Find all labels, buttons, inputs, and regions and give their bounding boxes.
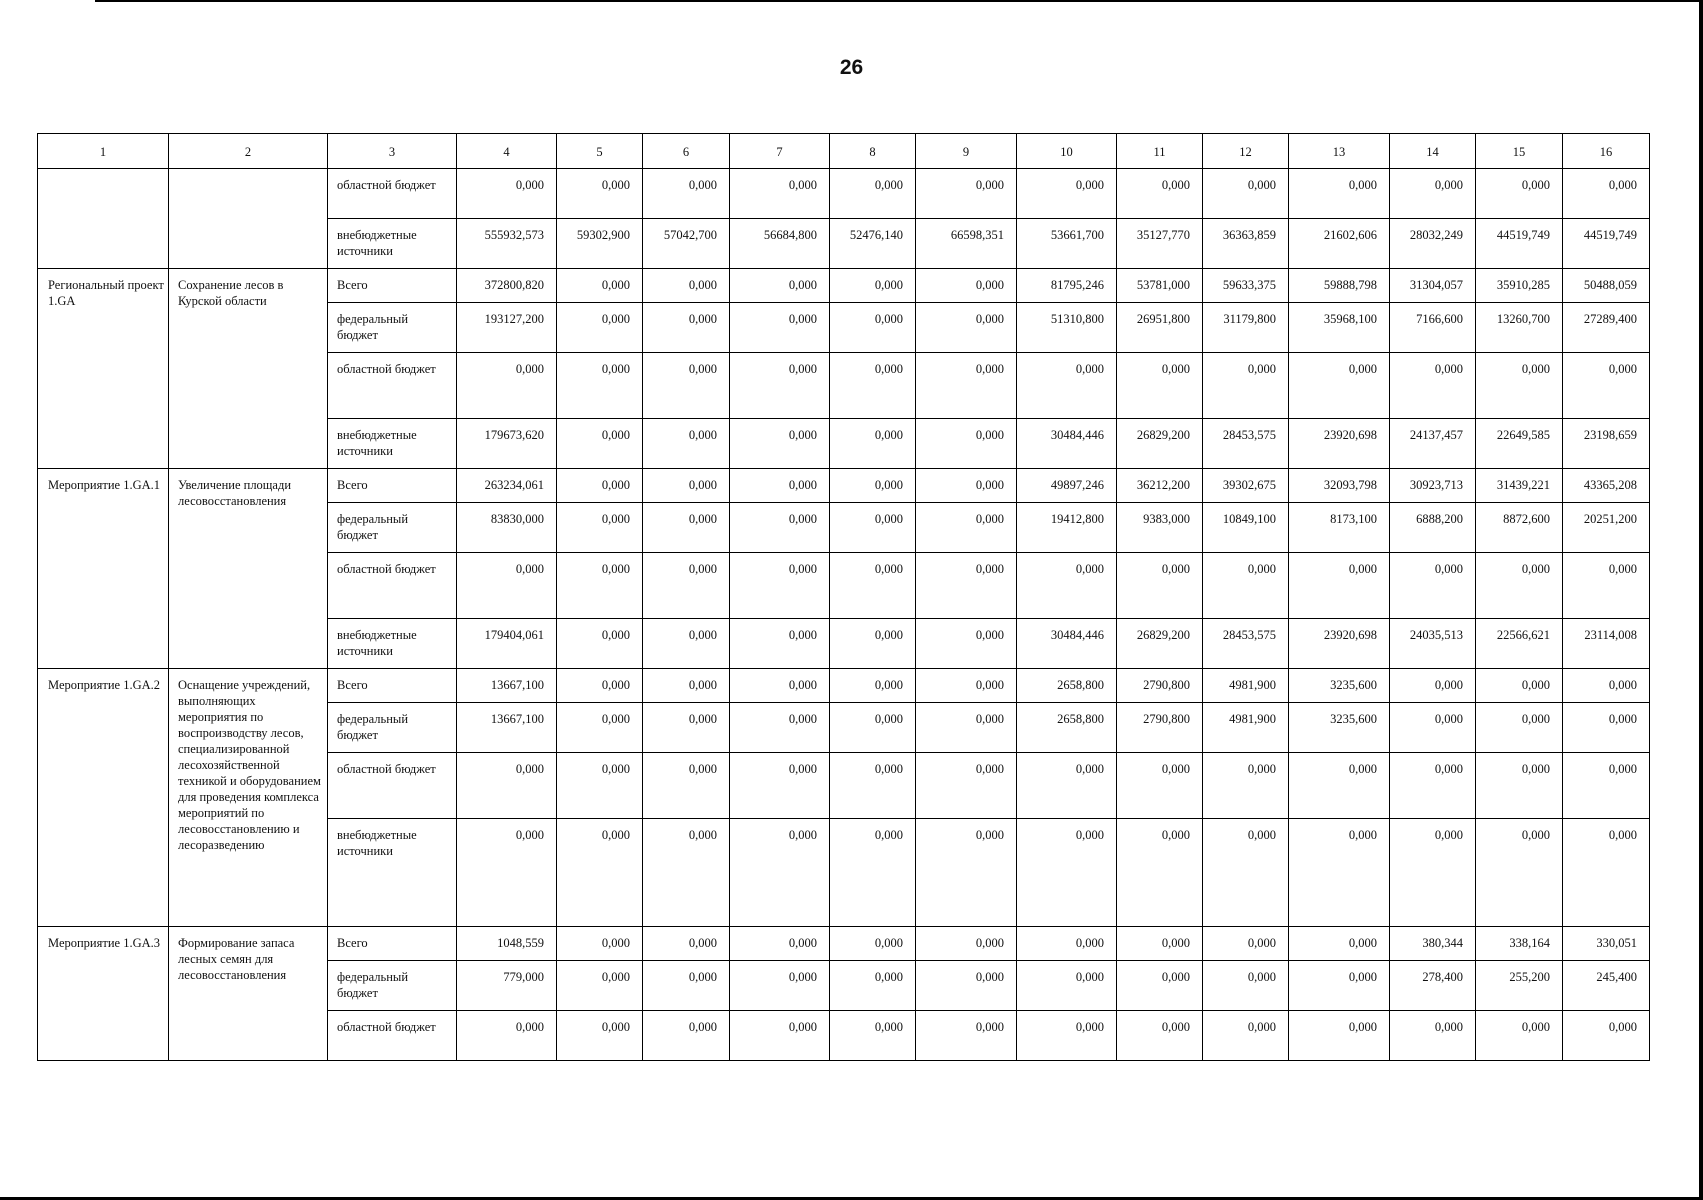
- amount-cell: 0,000: [643, 669, 730, 703]
- amount-cell: 0,000: [1203, 961, 1289, 1011]
- amount-cell: 0,000: [643, 619, 730, 669]
- funding-source-cell: областной бюджет: [328, 753, 457, 819]
- column-number: 6: [643, 134, 730, 169]
- amount-cell: 0,000: [916, 419, 1017, 469]
- budget-table: [37, 133, 1650, 1061]
- amount-cell: 9383,000: [1117, 503, 1203, 553]
- amount-cell: 0,000: [557, 469, 643, 503]
- amount-cell: 0,000: [1203, 553, 1289, 619]
- amount-cell: 59888,798: [1289, 269, 1390, 303]
- amount-cell: 39302,675: [1203, 469, 1289, 503]
- amount-cell: 0,000: [730, 469, 830, 503]
- amount-cell: 0,000: [557, 1011, 643, 1061]
- table-row: [38, 269, 1650, 303]
- amount-cell: 0,000: [830, 703, 916, 753]
- amount-cell: 0,000: [643, 469, 730, 503]
- funding-source-cell: Всего: [328, 669, 457, 703]
- amount-cell: 0,000: [1476, 1011, 1563, 1061]
- amount-cell: 0,000: [1476, 669, 1563, 703]
- amount-cell: 0,000: [1017, 927, 1117, 961]
- amount-cell: 0,000: [730, 303, 830, 353]
- amount-cell: 0,000: [1390, 753, 1476, 819]
- amount-cell: 0,000: [457, 553, 557, 619]
- amount-cell: 0,000: [1390, 819, 1476, 927]
- funding-source-cell: внебюджетные источники: [328, 419, 457, 469]
- amount-cell: 26951,800: [1117, 303, 1203, 353]
- amount-cell: 8872,600: [1476, 503, 1563, 553]
- amount-cell: 0,000: [830, 353, 916, 419]
- amount-cell: 21602,606: [1289, 219, 1390, 269]
- amount-cell: 0,000: [1017, 753, 1117, 819]
- amount-cell: 20251,200: [1563, 503, 1650, 553]
- amount-cell: 0,000: [1476, 819, 1563, 927]
- amount-cell: 0,000: [916, 269, 1017, 303]
- amount-cell: 24035,513: [1390, 619, 1476, 669]
- amount-cell: 0,000: [916, 819, 1017, 927]
- amount-cell: 0,000: [1563, 169, 1650, 219]
- amount-cell: 32093,798: [1289, 469, 1390, 503]
- amount-cell: 779,000: [457, 961, 557, 1011]
- column-number: 14: [1390, 134, 1476, 169]
- amount-cell: 380,344: [1390, 927, 1476, 961]
- amount-cell: 0,000: [643, 1011, 730, 1061]
- amount-cell: 0,000: [730, 961, 830, 1011]
- amount-cell: 0,000: [830, 169, 916, 219]
- amount-cell: 13667,100: [457, 669, 557, 703]
- amount-cell: 0,000: [1017, 819, 1117, 927]
- amount-cell: 0,000: [1117, 961, 1203, 1011]
- amount-cell: 2658,800: [1017, 669, 1117, 703]
- column-number: 3: [328, 134, 457, 169]
- amount-cell: 36363,859: [1203, 219, 1289, 269]
- program-code-cell: [38, 169, 169, 269]
- amount-cell: 2790,800: [1117, 669, 1203, 703]
- amount-cell: 0,000: [1203, 353, 1289, 419]
- amount-cell: 0,000: [830, 469, 916, 503]
- column-number: 5: [557, 134, 643, 169]
- funding-source-cell: внебюджетные источники: [328, 219, 457, 269]
- amount-cell: 66598,351: [916, 219, 1017, 269]
- amount-cell: 30923,713: [1390, 469, 1476, 503]
- amount-cell: 0,000: [557, 669, 643, 703]
- column-number: 1: [38, 134, 169, 169]
- amount-cell: 0,000: [1563, 553, 1650, 619]
- amount-cell: 0,000: [916, 961, 1017, 1011]
- amount-cell: 0,000: [1289, 961, 1390, 1011]
- amount-cell: 0,000: [557, 819, 643, 927]
- page-number: 26: [839, 56, 864, 79]
- table-row: [38, 669, 1650, 703]
- amount-cell: 22649,585: [1476, 419, 1563, 469]
- program-name-cell: Сохранение лесов в Курской области: [169, 269, 328, 469]
- amount-cell: 0,000: [916, 553, 1017, 619]
- amount-cell: 0,000: [730, 269, 830, 303]
- program-name-cell: Увеличение площади лесовосстановления: [169, 469, 328, 669]
- amount-cell: 0,000: [830, 961, 916, 1011]
- amount-cell: 0,000: [557, 927, 643, 961]
- amount-cell: 0,000: [1203, 753, 1289, 819]
- funding-source-cell: областной бюджет: [328, 553, 457, 619]
- column-number: 8: [830, 134, 916, 169]
- amount-cell: 372800,820: [457, 269, 557, 303]
- column-number: 9: [916, 134, 1017, 169]
- program-name-cell: [169, 169, 328, 269]
- amount-cell: 81795,246: [1017, 269, 1117, 303]
- amount-cell: 0,000: [730, 703, 830, 753]
- amount-cell: 0,000: [643, 753, 730, 819]
- amount-cell: 0,000: [1289, 927, 1390, 961]
- amount-cell: 0,000: [1390, 353, 1476, 419]
- column-number: 11: [1117, 134, 1203, 169]
- amount-cell: 0,000: [1117, 753, 1203, 819]
- amount-cell: 0,000: [830, 419, 916, 469]
- amount-cell: 44519,749: [1476, 219, 1563, 269]
- amount-cell: 0,000: [557, 353, 643, 419]
- column-number: 12: [1203, 134, 1289, 169]
- amount-cell: 31304,057: [1390, 269, 1476, 303]
- amount-cell: 0,000: [830, 503, 916, 553]
- amount-cell: 0,000: [1563, 669, 1650, 703]
- amount-cell: 53781,000: [1117, 269, 1203, 303]
- amount-cell: 23114,008: [1563, 619, 1650, 669]
- amount-cell: 0,000: [1289, 353, 1390, 419]
- funding-source-cell: федеральный бюджет: [328, 961, 457, 1011]
- amount-cell: 0,000: [643, 927, 730, 961]
- amount-cell: 10849,100: [1203, 503, 1289, 553]
- column-number: 4: [457, 134, 557, 169]
- amount-cell: 0,000: [1390, 169, 1476, 219]
- amount-cell: 0,000: [1117, 927, 1203, 961]
- amount-cell: 0,000: [730, 927, 830, 961]
- amount-cell: 0,000: [730, 503, 830, 553]
- table-row: [38, 927, 1650, 961]
- amount-cell: 0,000: [457, 753, 557, 819]
- amount-cell: 0,000: [643, 169, 730, 219]
- amount-cell: 0,000: [916, 703, 1017, 753]
- amount-cell: 35127,770: [1117, 219, 1203, 269]
- amount-cell: 0,000: [643, 353, 730, 419]
- amount-cell: 0,000: [730, 753, 830, 819]
- funding-source-cell: внебюджетные источники: [328, 619, 457, 669]
- amount-cell: 255,200: [1476, 961, 1563, 1011]
- amount-cell: 28453,575: [1203, 619, 1289, 669]
- amount-cell: 0,000: [557, 419, 643, 469]
- amount-cell: 0,000: [730, 819, 830, 927]
- amount-cell: 35910,285: [1476, 269, 1563, 303]
- amount-cell: 0,000: [1476, 353, 1563, 419]
- amount-cell: 0,000: [1017, 1011, 1117, 1061]
- amount-cell: 0,000: [1390, 703, 1476, 753]
- amount-cell: 0,000: [643, 819, 730, 927]
- amount-cell: 2658,800: [1017, 703, 1117, 753]
- program-name-cell: Оснащение учреждений, выполняющих мероприятия по воспроизводству лесов, специализированной лесохозяйственной техникой и оборудованием для проведения комплекса мероприятий по лесовосстановлению и лесоразведению: [169, 669, 328, 927]
- amount-cell: 0,000: [1017, 353, 1117, 419]
- amount-cell: 0,000: [1117, 1011, 1203, 1061]
- funding-source-cell: областной бюджет: [328, 1011, 457, 1061]
- funding-source-cell: Всего: [328, 469, 457, 503]
- amount-cell: 0,000: [643, 703, 730, 753]
- scan-edge-top: [95, 0, 1703, 2]
- amount-cell: 0,000: [830, 819, 916, 927]
- funding-source-cell: Всего: [328, 927, 457, 961]
- amount-cell: 0,000: [830, 1011, 916, 1061]
- amount-cell: 30484,446: [1017, 619, 1117, 669]
- amount-cell: 59302,900: [557, 219, 643, 269]
- funding-source-cell: Всего: [328, 269, 457, 303]
- amount-cell: 31179,800: [1203, 303, 1289, 353]
- amount-cell: 0,000: [730, 419, 830, 469]
- amount-cell: 0,000: [916, 753, 1017, 819]
- amount-cell: 0,000: [457, 169, 557, 219]
- amount-cell: 6888,200: [1390, 503, 1476, 553]
- amount-cell: 0,000: [830, 619, 916, 669]
- amount-cell: 0,000: [916, 353, 1017, 419]
- amount-cell: 0,000: [730, 353, 830, 419]
- program-code-cell: Мероприятие 1.GA.1: [38, 469, 169, 669]
- header-row: [38, 134, 1650, 169]
- amount-cell: 0,000: [1117, 819, 1203, 927]
- amount-cell: 0,000: [557, 303, 643, 353]
- amount-cell: 2790,800: [1117, 703, 1203, 753]
- amount-cell: 0,000: [1476, 169, 1563, 219]
- column-number: 13: [1289, 134, 1390, 169]
- amount-cell: 0,000: [916, 503, 1017, 553]
- amount-cell: 28453,575: [1203, 419, 1289, 469]
- amount-cell: 1048,559: [457, 927, 557, 961]
- program-name-cell: Формирование запаса лесных семян для лесовосстановления: [169, 927, 328, 1061]
- amount-cell: 245,400: [1563, 961, 1650, 1011]
- column-number: 7: [730, 134, 830, 169]
- amount-cell: 0,000: [1203, 169, 1289, 219]
- amount-cell: 0,000: [1563, 1011, 1650, 1061]
- amount-cell: 0,000: [830, 753, 916, 819]
- amount-cell: 26829,200: [1117, 419, 1203, 469]
- amount-cell: 0,000: [830, 303, 916, 353]
- amount-cell: 0,000: [830, 553, 916, 619]
- amount-cell: 278,400: [1390, 961, 1476, 1011]
- amount-cell: 0,000: [557, 169, 643, 219]
- amount-cell: 22566,621: [1476, 619, 1563, 669]
- amount-cell: 0,000: [1289, 553, 1390, 619]
- amount-cell: 0,000: [730, 169, 830, 219]
- amount-cell: 43365,208: [1563, 469, 1650, 503]
- amount-cell: 0,000: [643, 553, 730, 619]
- amount-cell: 0,000: [643, 419, 730, 469]
- funding-source-cell: федеральный бюджет: [328, 303, 457, 353]
- amount-cell: 0,000: [1203, 1011, 1289, 1061]
- amount-cell: 83830,000: [457, 503, 557, 553]
- amount-cell: 179673,620: [457, 419, 557, 469]
- amount-cell: 0,000: [916, 669, 1017, 703]
- amount-cell: 0,000: [557, 619, 643, 669]
- amount-cell: 0,000: [1117, 353, 1203, 419]
- amount-cell: 8173,100: [1289, 503, 1390, 553]
- funding-source-cell: федеральный бюджет: [328, 503, 457, 553]
- column-number: 2: [169, 134, 328, 169]
- amount-cell: 0,000: [1017, 961, 1117, 1011]
- amount-cell: 4981,900: [1203, 703, 1289, 753]
- amount-cell: 0,000: [557, 753, 643, 819]
- amount-cell: 0,000: [1563, 703, 1650, 753]
- funding-source-cell: федеральный бюджет: [328, 703, 457, 753]
- funding-source-cell: внебюджетные источники: [328, 819, 457, 927]
- amount-cell: 0,000: [1289, 169, 1390, 219]
- amount-cell: 0,000: [1390, 669, 1476, 703]
- amount-cell: 28032,249: [1390, 219, 1476, 269]
- amount-cell: 7166,600: [1390, 303, 1476, 353]
- amount-cell: 30484,446: [1017, 419, 1117, 469]
- amount-cell: 59633,375: [1203, 269, 1289, 303]
- amount-cell: 0,000: [916, 1011, 1017, 1061]
- amount-cell: 0,000: [1117, 553, 1203, 619]
- amount-cell: 193127,200: [457, 303, 557, 353]
- amount-cell: 0,000: [1289, 753, 1390, 819]
- amount-cell: 0,000: [457, 819, 557, 927]
- amount-cell: 0,000: [557, 703, 643, 753]
- table-row: [38, 469, 1650, 503]
- amount-cell: 0,000: [730, 1011, 830, 1061]
- amount-cell: 52476,140: [830, 219, 916, 269]
- column-number: 10: [1017, 134, 1117, 169]
- funding-source-cell: областной бюджет: [328, 353, 457, 419]
- amount-cell: 27289,400: [1563, 303, 1650, 353]
- program-code-cell: Мероприятие 1.GA.3: [38, 927, 169, 1061]
- amount-cell: 0,000: [557, 503, 643, 553]
- amount-cell: 0,000: [916, 169, 1017, 219]
- amount-cell: 0,000: [830, 669, 916, 703]
- amount-cell: 13667,100: [457, 703, 557, 753]
- column-number: 16: [1563, 134, 1650, 169]
- amount-cell: 23920,698: [1289, 619, 1390, 669]
- scan-edge-right: [1699, 0, 1703, 1200]
- program-code-cell: Мероприятие 1.GA.2: [38, 669, 169, 927]
- amount-cell: 50488,059: [1563, 269, 1650, 303]
- column-number: 15: [1476, 134, 1563, 169]
- amount-cell: 0,000: [916, 469, 1017, 503]
- amount-cell: 0,000: [457, 353, 557, 419]
- amount-cell: 0,000: [1563, 819, 1650, 927]
- amount-cell: 53661,700: [1017, 219, 1117, 269]
- amount-cell: 51310,800: [1017, 303, 1117, 353]
- amount-cell: 0,000: [1476, 753, 1563, 819]
- amount-cell: 0,000: [730, 619, 830, 669]
- amount-cell: 31439,221: [1476, 469, 1563, 503]
- amount-cell: 0,000: [730, 553, 830, 619]
- amount-cell: 13260,700: [1476, 303, 1563, 353]
- amount-cell: 0,000: [830, 927, 916, 961]
- amount-cell: 49897,246: [1017, 469, 1117, 503]
- amount-cell: 0,000: [1017, 169, 1117, 219]
- amount-cell: 0,000: [1390, 1011, 1476, 1061]
- amount-cell: 0,000: [643, 303, 730, 353]
- amount-cell: 0,000: [643, 961, 730, 1011]
- amount-cell: 23198,659: [1563, 419, 1650, 469]
- amount-cell: 4981,900: [1203, 669, 1289, 703]
- amount-cell: 0,000: [557, 553, 643, 619]
- amount-cell: 0,000: [1203, 927, 1289, 961]
- amount-cell: 179404,061: [457, 619, 557, 669]
- amount-cell: 0,000: [557, 269, 643, 303]
- amount-cell: 0,000: [830, 269, 916, 303]
- amount-cell: 0,000: [1563, 353, 1650, 419]
- amount-cell: 0,000: [1203, 819, 1289, 927]
- amount-cell: 0,000: [643, 269, 730, 303]
- amount-cell: 35968,100: [1289, 303, 1390, 353]
- amount-cell: 0,000: [457, 1011, 557, 1061]
- amount-cell: 263234,061: [457, 469, 557, 503]
- amount-cell: 0,000: [1563, 753, 1650, 819]
- amount-cell: 0,000: [1017, 553, 1117, 619]
- amount-cell: 0,000: [730, 669, 830, 703]
- amount-cell: 0,000: [1289, 1011, 1390, 1061]
- amount-cell: 330,051: [1563, 927, 1650, 961]
- table-row: [38, 169, 1650, 219]
- amount-cell: 24137,457: [1390, 419, 1476, 469]
- amount-cell: 0,000: [1476, 553, 1563, 619]
- amount-cell: 0,000: [557, 961, 643, 1011]
- amount-cell: 3235,600: [1289, 669, 1390, 703]
- funding-source-cell: областной бюджет: [328, 169, 457, 219]
- amount-cell: 0,000: [1390, 553, 1476, 619]
- amount-cell: 3235,600: [1289, 703, 1390, 753]
- amount-cell: 0,000: [916, 303, 1017, 353]
- amount-cell: 36212,200: [1117, 469, 1203, 503]
- amount-cell: 56684,800: [730, 219, 830, 269]
- amount-cell: 338,164: [1476, 927, 1563, 961]
- amount-cell: 26829,200: [1117, 619, 1203, 669]
- amount-cell: 0,000: [916, 927, 1017, 961]
- amount-cell: 19412,800: [1017, 503, 1117, 553]
- amount-cell: 57042,700: [643, 219, 730, 269]
- amount-cell: 0,000: [1117, 169, 1203, 219]
- amount-cell: 44519,749: [1563, 219, 1650, 269]
- amount-cell: 0,000: [916, 619, 1017, 669]
- amount-cell: 0,000: [1289, 819, 1390, 927]
- program-code-cell: Региональный проект 1.GA: [38, 269, 169, 469]
- amount-cell: 555932,573: [457, 219, 557, 269]
- amount-cell: 23920,698: [1289, 419, 1390, 469]
- amount-cell: 0,000: [1476, 703, 1563, 753]
- amount-cell: 0,000: [643, 503, 730, 553]
